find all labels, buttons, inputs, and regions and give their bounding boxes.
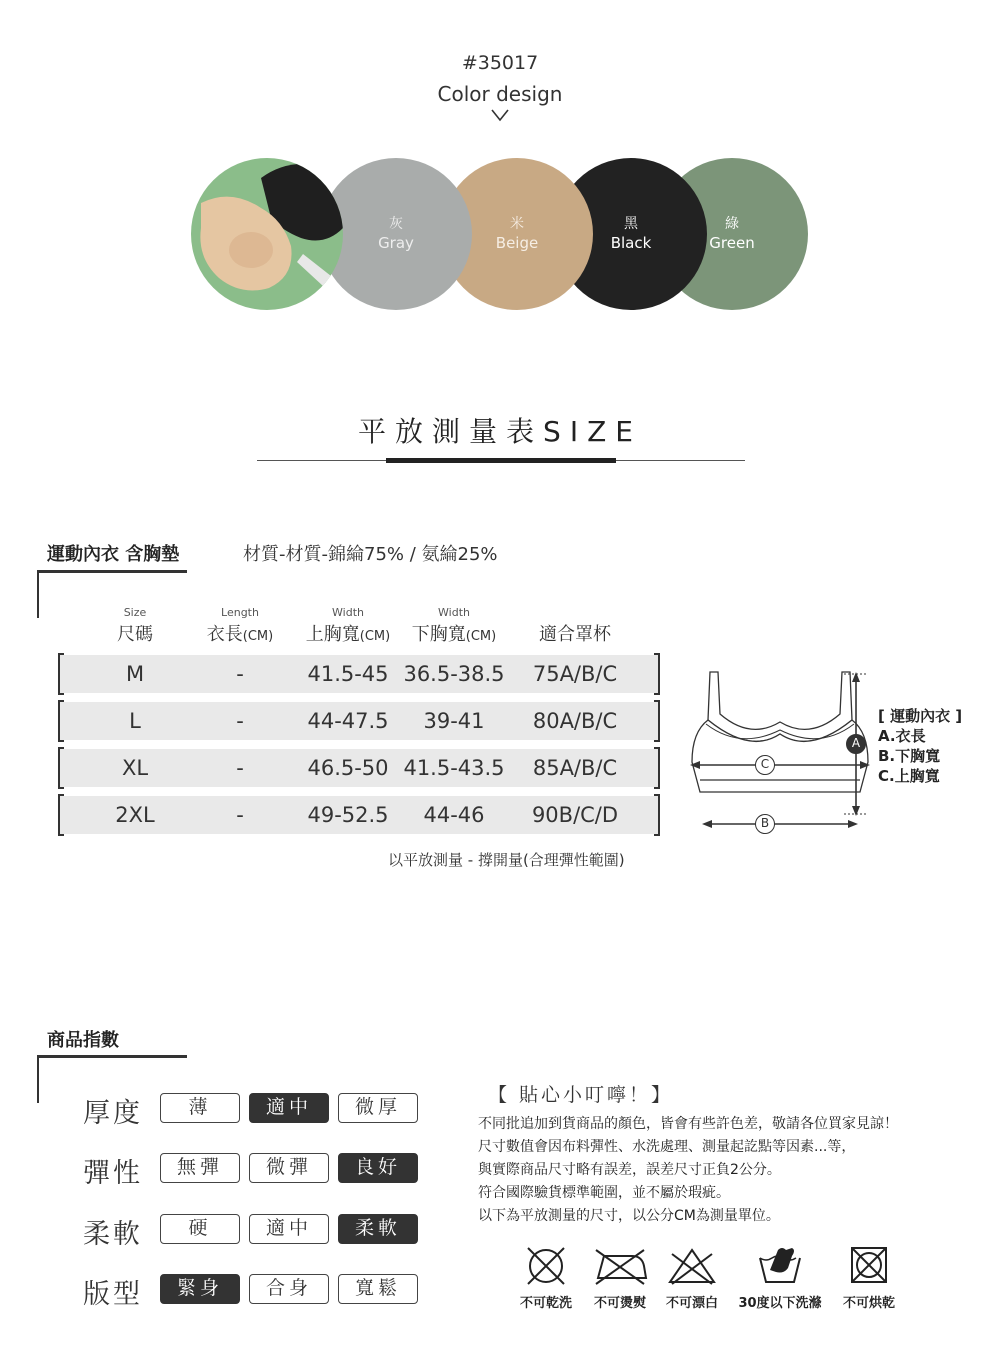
cell-upper-chest: 41.5-45	[307, 662, 389, 686]
col-head-upper-chest	[297, 606, 399, 646]
swatch-black-en: Black	[610, 234, 652, 252]
col-head-en	[520, 606, 630, 620]
rating-option: 硬	[160, 1214, 240, 1244]
no-dry-clean-icon	[524, 1246, 568, 1286]
cell-length: -	[236, 756, 244, 780]
col-head-zh: 適合罩杯	[539, 624, 611, 645]
cell-length: -	[236, 709, 244, 733]
cell-length: -	[236, 662, 244, 686]
color-design-title: Color design	[437, 82, 563, 106]
cell-under-chest: 41.5-43.5	[403, 756, 505, 780]
no-tumble-dry-icon	[850, 1246, 888, 1286]
col-head-unit: (CM)	[242, 629, 274, 644]
col-head-size	[95, 606, 175, 646]
cell-upper-chest: 49-52.5	[307, 803, 389, 827]
cell-cup: 75A/B/C	[532, 662, 618, 686]
cell-cup: 80A/B/C	[532, 709, 618, 733]
section-bracket	[37, 1055, 39, 1103]
cell-size: XL	[121, 756, 149, 780]
col-head-zh: 上胸寬	[305, 624, 360, 645]
measurement-note: 以平放測量 - 撐開量(合理彈性範圍)	[388, 851, 625, 869]
cell-under-chest: 44-46	[423, 803, 485, 827]
col-head-zh: 下胸寬	[411, 624, 466, 645]
cell-size: L	[129, 709, 141, 733]
legend-a: A.衣長	[878, 727, 926, 745]
swatch-beige-en: Beige	[495, 234, 539, 252]
rating-option: 寬鬆	[338, 1274, 418, 1304]
swatch-gray-zh: 灰	[389, 216, 403, 232]
swatch-gray-en: Gray	[378, 234, 414, 252]
no-bleach-icon	[666, 1246, 718, 1286]
tips-line: 與實際商品尺寸略有誤差，誤差尺寸正負2公分。	[478, 1162, 781, 1178]
section-bracket	[37, 570, 39, 618]
material-info: 材質-材質-錦綸75% / 氨綸25%	[243, 544, 498, 565]
tips-line: 以下為平放測量的尺寸，以公分CM為測量單位。	[478, 1208, 780, 1224]
rating-option: 緊身	[160, 1274, 240, 1304]
col-head-length	[190, 606, 290, 646]
table-row	[58, 749, 660, 787]
rating-label: 厚度	[83, 1098, 143, 1129]
rating-option: 薄	[160, 1093, 240, 1123]
table-row	[58, 702, 660, 740]
rating-option: 合身	[249, 1274, 329, 1304]
marker-a: A	[846, 734, 866, 754]
col-head-zh: 尺碼	[117, 624, 153, 645]
table-row	[58, 655, 660, 693]
care-label-hand-wash: 30度以下洗滌	[738, 1296, 822, 1311]
rating-label: 柔軟	[83, 1219, 143, 1250]
col-head-zh: 衣長	[206, 624, 243, 645]
swatch-black-zh: 黑	[624, 216, 638, 232]
cell-cup: 90B/C/D	[531, 803, 619, 827]
tips-line: 符合國際驗貨標準範圍，並不屬於瑕疵。	[478, 1185, 730, 1201]
index-section-title: 商品指數	[47, 1030, 119, 1051]
marker-c: C	[755, 755, 775, 775]
tips-body	[478, 1113, 898, 1228]
care-label-no-dry-clean: 不可乾洗	[519, 1296, 572, 1311]
rating-label: 版型	[83, 1279, 143, 1310]
cell-length: -	[236, 803, 244, 827]
product-code: #35017	[461, 52, 539, 74]
col-head-under-chest	[403, 606, 505, 646]
care-label-no-iron: 不可燙熨	[593, 1296, 646, 1311]
legend-c: C.上胸寬	[878, 767, 940, 785]
tips-line: 尺寸數值會因布料彈性、水洗處理、測量起訖點等因素...等，	[478, 1139, 856, 1155]
col-head-en: Width	[332, 606, 364, 619]
care-label-no-tumble-dry: 不可烘乾	[842, 1296, 895, 1311]
rating-option: 柔軟	[338, 1214, 418, 1244]
section-bracket	[37, 570, 187, 573]
cell-size: 2XL	[115, 803, 155, 827]
swatch-beige-zh: 米	[510, 216, 524, 232]
swatch-green-en: Green	[709, 234, 755, 252]
product-title: 運動內衣 含胸墊	[47, 544, 180, 565]
cell-size: M	[125, 662, 145, 686]
col-head-unit: (CM)	[465, 629, 497, 644]
cell-upper-chest: 44-47.5	[307, 709, 389, 733]
marker-b: B	[755, 814, 775, 834]
cell-under-chest: 36.5-38.5	[403, 662, 505, 686]
chevron-down-icon	[490, 108, 510, 122]
col-head-unit: (CM)	[359, 629, 391, 644]
cell-upper-chest: 46.5-50	[307, 756, 389, 780]
legend-b: B.下胸寬	[878, 747, 941, 765]
swatch-green-zh: 綠	[725, 216, 739, 232]
rating-option: 無彈	[160, 1153, 240, 1183]
table-row	[58, 796, 660, 834]
section-bracket	[37, 1055, 187, 1058]
col-head-en: Length	[221, 606, 259, 619]
col-head-en: Width	[438, 606, 470, 619]
col-head-en: Size	[123, 606, 147, 619]
legend-title: [ 運動內衣 ]	[878, 707, 963, 725]
rating-option: 適中	[249, 1093, 329, 1123]
cell-under-chest: 39-41	[423, 709, 485, 733]
size-section-title: 平放測量表SIZE	[358, 415, 642, 448]
rating-label: 彈性	[83, 1158, 143, 1189]
rating-option: 適中	[249, 1214, 329, 1244]
diagram-legend	[878, 706, 962, 786]
col-head-cup	[520, 606, 630, 646]
hand-wash-30-icon	[756, 1244, 804, 1286]
care-label-no-bleach: 不可漂白	[665, 1296, 718, 1311]
no-iron-icon	[592, 1246, 648, 1286]
tips-title: 【 貼心小叮嚀！】	[488, 1084, 674, 1106]
rating-option: 微彈	[249, 1153, 329, 1183]
rating-option: 良好	[338, 1153, 418, 1183]
cell-cup: 85A/B/C	[532, 756, 618, 780]
title-underline	[386, 458, 616, 463]
product-photo	[191, 158, 343, 310]
rating-option: 微厚	[338, 1093, 418, 1123]
tips-line: 不同批追加到貨商品的顏色，皆會有些許色差，敬請各位買家見諒！	[478, 1116, 898, 1132]
